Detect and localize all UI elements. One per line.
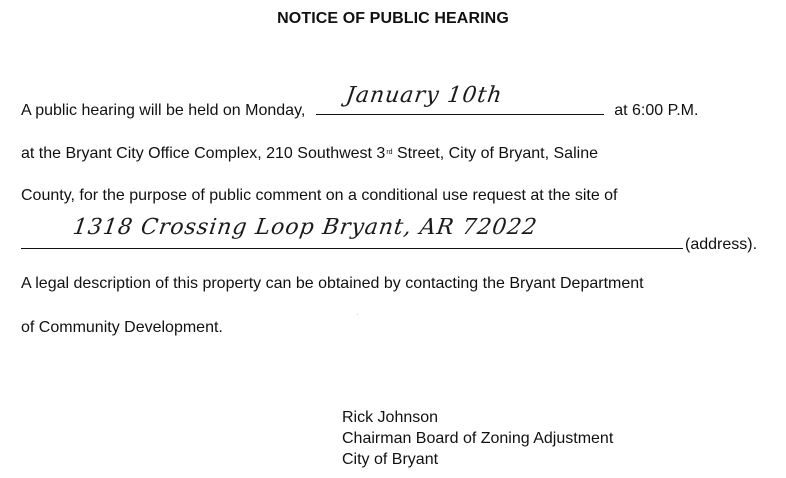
signer-name: Rick Johnson bbox=[342, 409, 439, 426]
ordinal-suffix: rd bbox=[386, 149, 393, 156]
notice-title: NOTICE OF PUBLIC HEARING bbox=[277, 10, 509, 27]
hearing-date-intro: A public hearing will be held on Monday, bbox=[21, 102, 306, 119]
purpose-line: County, for the purpose of public comment on a conditional use request at the site of bbox=[21, 187, 618, 204]
hearing-date-field bbox=[316, 83, 604, 115]
hearing-date-line bbox=[21, 83, 699, 121]
legal-description-line: A legal description of this property can be obtained by contacting the Bryant Department bbox=[21, 275, 644, 292]
signature-block bbox=[342, 407, 613, 470]
department-line: of Community Development. bbox=[21, 319, 223, 336]
signer-title: Chairman Board of Zoning Adjustment bbox=[342, 430, 614, 447]
signer-organization: City of Bryant bbox=[342, 451, 439, 468]
scan-speck bbox=[357, 314, 358, 315]
address-line bbox=[21, 215, 758, 255]
address-field bbox=[21, 215, 683, 249]
hearing-time: at 6:00 P.M. bbox=[614, 102, 699, 119]
location-line bbox=[21, 143, 598, 164]
location-text: at the Bryant City Office Complex, 210 Southwest 3 bbox=[21, 145, 386, 162]
address-handwritten: 1318 Crossing Loop Bryant, AR 72022 bbox=[71, 215, 540, 240]
hearing-date-handwritten: January 10th bbox=[344, 83, 504, 108]
address-label: (address). bbox=[685, 236, 758, 253]
location-text-continued: Street, City of Bryant, Saline bbox=[392, 145, 598, 162]
